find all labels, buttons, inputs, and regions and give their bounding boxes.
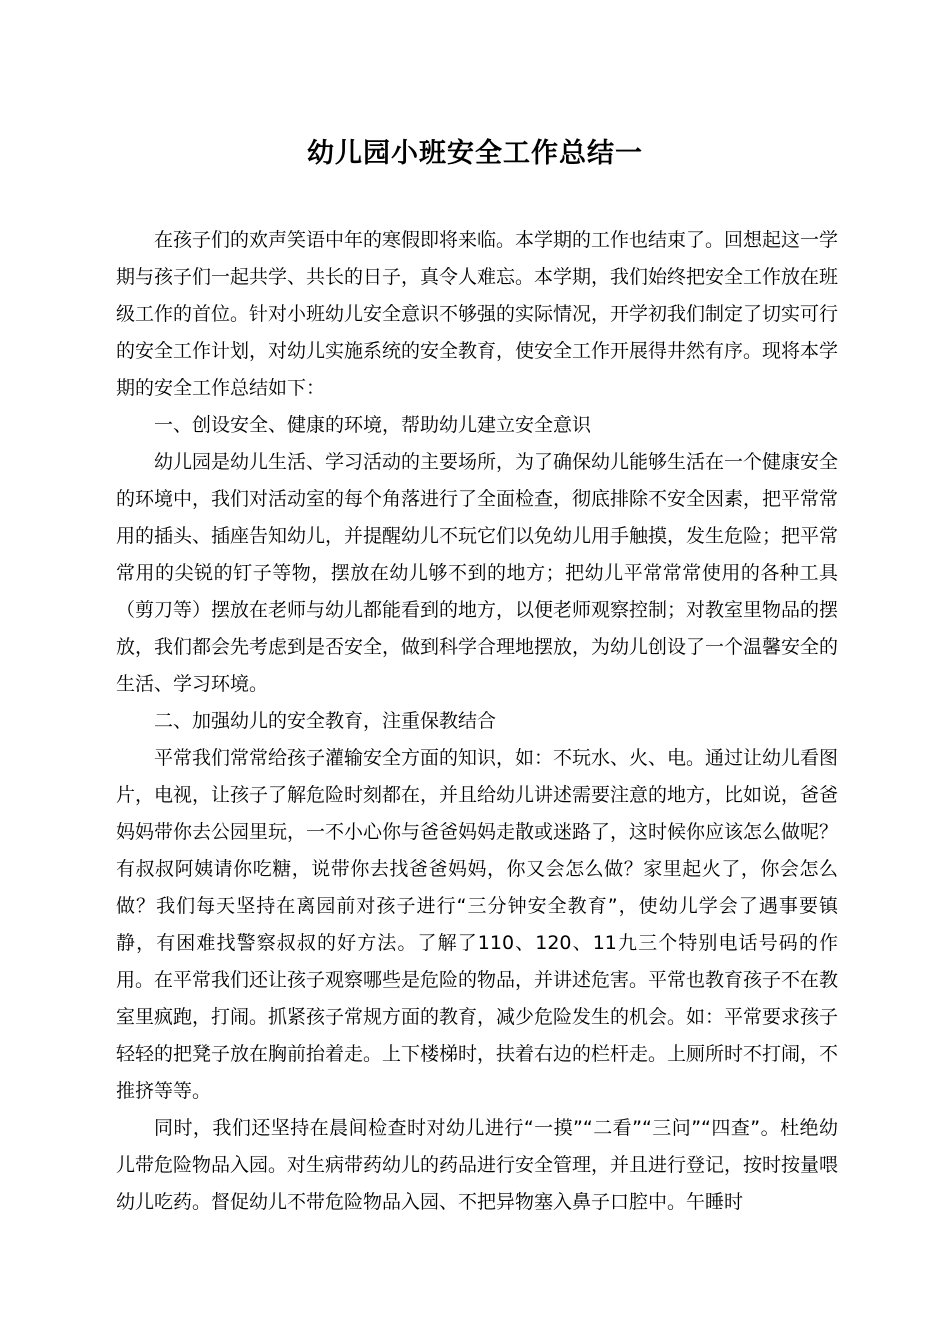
- paragraph-intro: 在孩子们的欢声笑语中年的寒假即将来临。本学期的工作也结束了。回想起这一学期与孩子们一起共学、共长的日子，真令人难忘。本学期，我们始终把安全工作放在班级工作的首位。针对小班幼儿安全意识不够强的实际情况，开学初我们制定了切实可行的安全工作计划，对幼儿实施系统的安全教育，使安全工作开展得井然有序。现将本学期的安全工作总结如下：: [116, 229, 839, 399]
- document-title: 幼儿园小班安全工作总结一: [307, 138, 643, 169]
- paragraph-environment: 幼儿园是幼儿生活、学习活动的主要场所，为了确保幼儿能够生活在一个健康安全的环境中，我们对活动室的每个角落进行了全面检查，彻底排除不安全因素，把平常常用的插头、插座告知幼儿，并提醒幼儿不玩它们以免幼儿用手触摸，发生危险；把平常常用的尖锐的钉子等物，摆放在幼儿够不到的地方；把幼儿平常常常使用的各种工具（剪刀等）摆放在老师与幼儿都能看到的地方，以便老师观察控制；对教室里物品的摆放，我们都会先考虑到是否安全，做到科学合理地摆放，为幼儿创设了一个温馨安全的生活、学习环境。: [116, 451, 839, 695]
- document-body: [116, 222, 838, 1221]
- section-heading-1: 一、创设安全、健康的环境，帮助幼儿建立安全意识: [154, 414, 592, 436]
- paragraph-morning-check: 同时，我们还坚持在晨间检查时对幼儿进行“一摸”“二看”“三问”“四查”。杜绝幼儿带危险物品入园。对生病带药幼儿的药品进行安全管理，并且进行登记，按时按量喂幼儿吃药。督促幼儿不带危险物品入园、不把异物塞入鼻子口腔中。午睡时: [116, 1117, 839, 1213]
- paragraph-education: 平常我们常常给孩子灌输安全方面的知识，如：不玩水、火、电。通过让幼儿看图片，电视，让孩子了解危险时刻都在，并且给幼儿讲述需要注意的地方，比如说，爸爸妈妈带你去公园里玩，一不小心你与爸爸妈妈走散或迷路了，这时候你应该怎么做呢？有叔叔阿姨请你吃糖，说带你去找爸爸妈妈，你又会怎么做？家里起火了，你会怎么做？我们每天坚持在离园前对孩子进行“三分钟安全教育”，使幼儿学会了遇事要镇静，有困难找警察叔叔的好方法。了解了110、120、11九三个特别电话号码的作用。在平常我们还让孩子观察哪些是危险的物品，并讲述危害。平常也教育孩子不在教室里疯跑，打闹。抓紧孩子常规方面的教育，减少危险发生的机会。如：平常要求孩子轻轻的把凳子放在胸前抬着走。上下楼梯时，扶着右边的栏杆走。上厕所时不打闹，不推挤等等。: [116, 747, 839, 1102]
- section-heading-2: 二、加强幼儿的安全教育，注重保教结合: [154, 710, 497, 732]
